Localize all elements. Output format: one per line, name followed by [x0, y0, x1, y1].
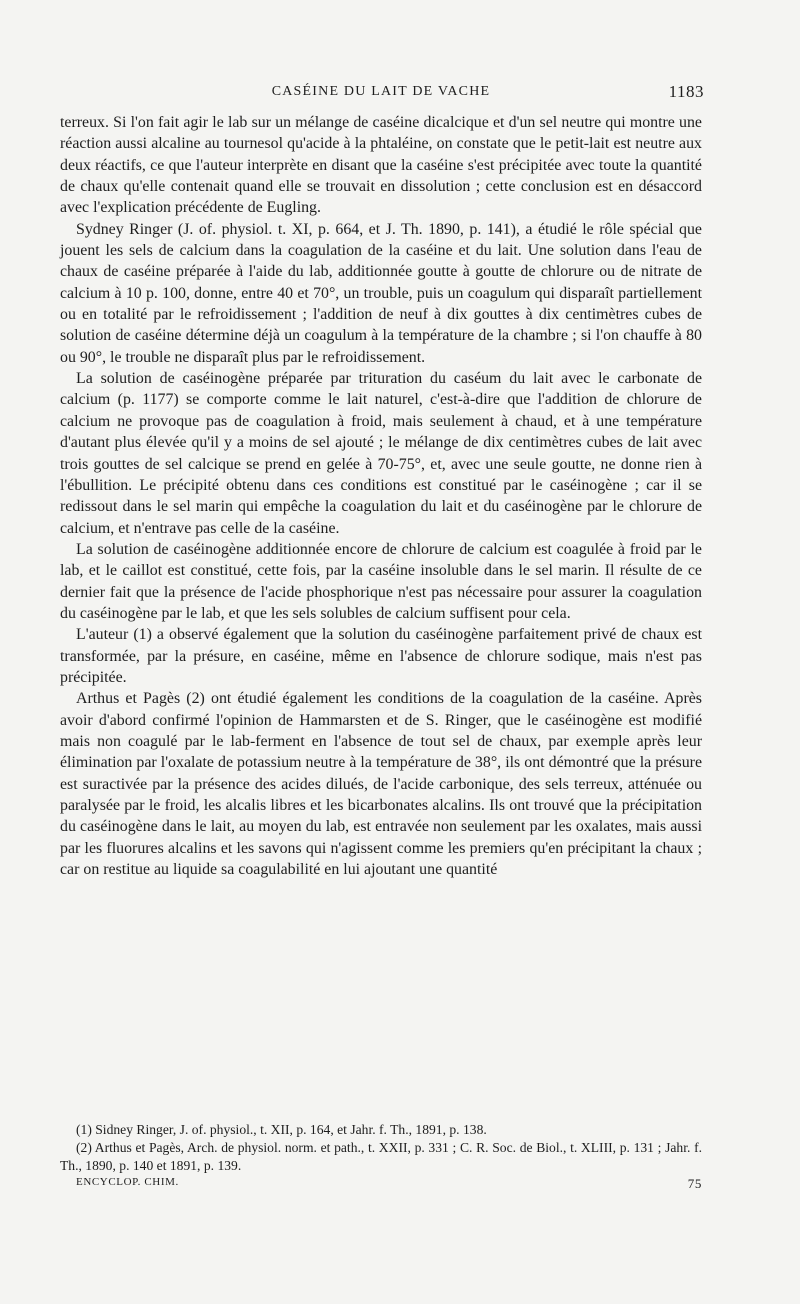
- page-number: 1183: [668, 82, 704, 101]
- running-title: CASÉINE DU LAIT DE VACHE: [271, 84, 491, 99]
- paragraph: La solution de caséinogène préparée par trituration du caséum du lait avec le carbonate de calcium (p. 1177) se comporte comme le lait naturel, c'est-à-dire que l'addition de chlorure de calcium ne provoque pas de coagulation à froid, mais seulement à chaud, et à une température d'autant plus élevée qu'il y a moins de sel ajouté ; le mélange de dix centimètres cubes de lait avec trois gouttes de sel calcique se prend en gelée à 70-75°, et, avec une seule goutte, ne donne rien à l'ébullition. Le précipité obtenu dans ces conditions est constitué par le caséinogène ; car il se redissout dans le sel marin qui empêche la coagulation du lait et du caséinogène par le chlorure de calcium, et n'entrave pas celle de la caséine.: [60, 370, 702, 537]
- footnotes: [60, 1121, 702, 1175]
- printer-signature: ENCYCLOP. CHIM.: [76, 1176, 179, 1188]
- paragraph: Arthus et Pagès (2) ont étudié également les conditions de la coagulation de la caséine. Après avoir d'abord confirmé l'opinion de Hammarsten et de S. Ringer, que le caséinogène est modifié mais non coagulé par le lab-ferment en l'absence de tout sel de chaux, par exemple après leur élimination par l'oxalate de potassium neutre à la température de 38°, ils ont démontré que la présure est suractivée par la présence des acides dilués, de l'acide carbonique, des sels terreux, atténuée ou paralysée par le froid, les alcalis libres et les bicarbonates alcalins. Ils ont trouvé que la précipitation du caséinogène dans le lait, au moyen du lab, est entravée non seulement par les oxalates, mais aussi par les fluorures alcalins et les savons qui n'agissent comme les premiers qu'en précipitant la chaux ; car on restitue au liquide sa coagulabilité en lui ajoutant une quantité: [60, 690, 702, 879]
- footnote: (1) Sidney Ringer, J. of. physiol., t. XII, p. 164, et Jahr. f. Th., 1891, p. 138.: [76, 1122, 487, 1137]
- paragraph: Sydney Ringer (J. of. physiol. t. XI, p. 664, et J. Th. 1890, p. 141), a étudié le rôle spécial que jouent les sels de calcium dans la coagulation de la caséine et du lait. Une solution dans l'eau de chaux de caséine préparée à l'aide du lab, additionnée goutte à goutte de chlorure ou de nitrate de calcium à 10 p. 100, donne, entre 40 et 70°, un trouble, puis un coagulum qui disparaît partiellement ou en totalité par le refroidissement ; l'addition de neuf à dix gouttes à dix centimètres cubes de solution de caséine détermine déjà un coagulum à la température de la chambre ; si l'on chauffe à 80 ou 90°, le trouble ne disparaît plus par le refroidissement.: [60, 220, 702, 366]
- signature-number: 75: [687, 1176, 702, 1191]
- paragraph: La solution de caséinogène additionnée encore de chlorure de calcium est coagulée à froid par le lab, et le caillot est constitué, cette fois, par la caséine insoluble dans le sel marin. Il résulte de ce dernier fait que la présence de l'acide phosphorique n'est pas nécessaire pour assurer la coagulation du caséinogène par le lab, et que les sels solubles de calcium suffisent pour cela.: [60, 540, 702, 622]
- footnote: (2) Arthus et Pagès, Arch. de physiol. norm. et path., t. XXII, p. 331 ; C. R. Soc. de Biol., t. XLIII, p. 131 ; Jahr. f. Th., 1890, p. 140 et 1891, p. 139.: [60, 1140, 702, 1173]
- paragraph: terreux. Si l'on fait agir le lab sur un mélange de caséine dicalcique et d'un sel neutre qui montre une réaction aussi alcaline au tournesol qu'acide à la phtaléine, on constate que le petit-lait est neutre aux deux réactifs, ce que l'auteur interprète en disant que la caséine s'est précipitée avec toute la quantité de chaux qu'elle contenait quand elle se trouvait en dissolution ; cette conclusion est en désaccord avec l'explication précédente de Eugling.: [60, 114, 702, 217]
- page-header: [60, 78, 702, 106]
- paragraph: L'auteur (1) a observé également que la solution du caséinogène parfaitement privé de chaux est transformée, par la présure, en caséine, même en l'absence de chlorure sodique, mais n'est pas précipitée.: [60, 626, 702, 686]
- body-text: [60, 112, 702, 880]
